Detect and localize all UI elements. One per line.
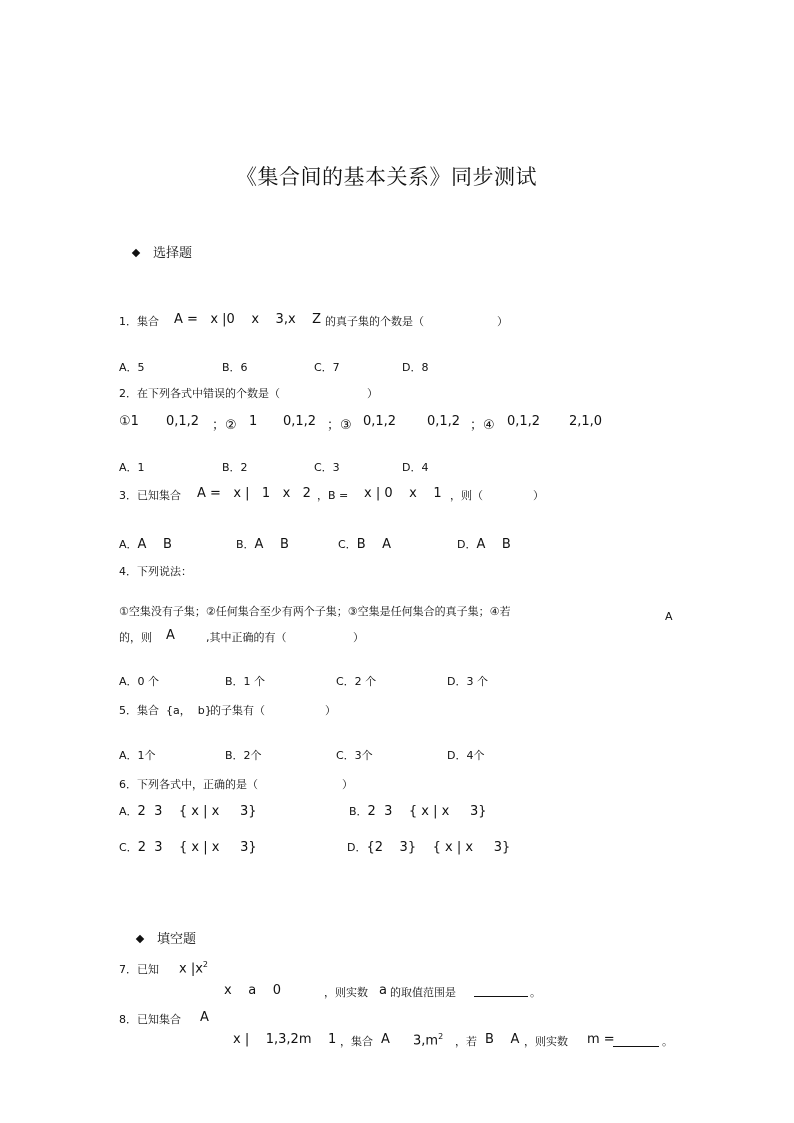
q3-option-c-letter: C． bbox=[338, 538, 357, 551]
section-choice-heading bbox=[133, 242, 192, 261]
q3-option-c-expr: B A bbox=[356, 537, 392, 552]
q1-option-b: B．6 bbox=[222, 361, 248, 374]
q5-option-d: D．4个 bbox=[447, 749, 485, 762]
q8-tail: ，若 bbox=[455, 1035, 477, 1048]
q8-answer-blank[interactable] bbox=[613, 1032, 659, 1047]
q5-set: {a， b} bbox=[166, 704, 212, 717]
q2-item-10: 0,1,2 bbox=[507, 414, 541, 429]
q1-stem: 1．集合 bbox=[119, 315, 159, 328]
q2-option-c: C．3 bbox=[314, 461, 340, 474]
q8-a: A bbox=[200, 1010, 209, 1025]
q4-option-c: C．2 个 bbox=[336, 675, 377, 688]
section-choice-label: 选择题 bbox=[153, 246, 193, 261]
bullet-diamond-icon bbox=[136, 934, 144, 942]
q2-item-5: 0,1,2 bbox=[283, 414, 317, 429]
q6-option-a-letter: A． bbox=[119, 805, 138, 818]
q2-option-a: A．1 bbox=[119, 461, 145, 474]
q1-option-c: C．7 bbox=[314, 361, 340, 374]
q6-option-b-expr: 2 3 { x | x 3} bbox=[367, 804, 487, 819]
q2-item-7: 0,1,2 bbox=[363, 414, 397, 429]
q1-option-a: A．5 bbox=[119, 361, 145, 374]
q7-math1 bbox=[179, 960, 208, 976]
q8-math2b-text: 3,m bbox=[413, 1033, 439, 1049]
q3-option-b-expr: A B bbox=[254, 537, 289, 552]
q5-close: ） bbox=[325, 704, 336, 717]
q4-line2-a: 的，则 bbox=[119, 631, 152, 644]
q3-math-a: A = x | 1 x 2 bbox=[197, 486, 311, 501]
q6-stem: 6．下列各式中，正确的是（ bbox=[119, 778, 258, 791]
q2-item-9: ；④ bbox=[470, 418, 495, 433]
q8-math1: x | 1,3,2m 1 bbox=[233, 1032, 337, 1047]
q7-end: 。 bbox=[530, 986, 541, 999]
q7-tail: ，则实数 bbox=[324, 986, 368, 999]
q3-tail: ，则（ bbox=[450, 489, 483, 502]
q7-sup: 2 bbox=[202, 960, 208, 969]
q5-option-c: C．3个 bbox=[336, 749, 373, 762]
q7-math2: x a 0 bbox=[224, 983, 281, 998]
q3-option-b bbox=[236, 533, 289, 552]
q8-stem: 8．已知集合 bbox=[119, 1013, 181, 1026]
q2-item-2: 0,1,2 bbox=[166, 414, 200, 429]
q4-line2-c: ,其中正确的有（ bbox=[206, 631, 287, 644]
q7-var: a bbox=[379, 983, 387, 998]
q3-option-d-expr: A B bbox=[476, 537, 511, 552]
q6-option-b-letter: B． bbox=[349, 805, 368, 818]
page-title: 《集合间的基本关系》同步测试 bbox=[236, 165, 537, 189]
q6-close: ） bbox=[342, 778, 353, 791]
q4-close: ） bbox=[353, 631, 364, 644]
q3-math-b: x | 0 x 1 bbox=[364, 486, 442, 501]
q2-item-4: 1 bbox=[249, 414, 258, 429]
q6-option-c-expr: 2 3 { x | x 3} bbox=[137, 840, 257, 855]
q6-option-a bbox=[119, 800, 257, 819]
q6-option-d bbox=[347, 836, 510, 855]
q7-answer-blank[interactable] bbox=[474, 983, 528, 997]
q2-item-3: ；② bbox=[212, 418, 237, 433]
q8-math2b bbox=[413, 1032, 443, 1048]
q4-line1: ①空集没有子集；②任何集合至少有两个子集；③空集是任何集合的真子集；④若 bbox=[119, 605, 511, 618]
q1-option-d: D．8 bbox=[402, 361, 429, 374]
q3-option-d bbox=[457, 533, 511, 552]
q6-option-b bbox=[349, 800, 487, 819]
q8-end: 。 bbox=[662, 1035, 673, 1048]
q6-option-c-letter: C． bbox=[119, 841, 138, 854]
q4-option-a: A．0 个 bbox=[119, 675, 160, 688]
q3-close: ） bbox=[533, 489, 544, 502]
q1-close: ） bbox=[497, 315, 508, 328]
q4-option-b: B．1 个 bbox=[225, 675, 266, 688]
q4-option-d: D．3 个 bbox=[447, 675, 488, 688]
q7-tail2: 的取值范围是 bbox=[390, 986, 456, 999]
q5-option-b: B．2个 bbox=[225, 749, 262, 762]
q6-option-d-letter: D． bbox=[347, 841, 367, 854]
q6-option-d-expr: {2 3} { x | x 3} bbox=[366, 840, 511, 855]
q8-math2a: A bbox=[381, 1032, 390, 1047]
q5-option-a: A．1个 bbox=[119, 749, 156, 762]
q3-option-a-letter: A． bbox=[119, 538, 138, 551]
q5-tail: 的子集有（ bbox=[210, 704, 265, 717]
q6-option-a-expr: 2 3 { x | x 3} bbox=[137, 804, 257, 819]
q2-item-1: ①1 bbox=[119, 414, 139, 429]
q3-comma: ，B = bbox=[317, 489, 349, 502]
q8-sup: 2 bbox=[438, 1032, 444, 1041]
section-fill-heading bbox=[137, 928, 196, 947]
q8-rel: B A bbox=[485, 1032, 520, 1047]
q2-stem: 2．在下列各式中错误的个数是（ bbox=[119, 387, 280, 400]
section-fill-label: 填空题 bbox=[157, 932, 197, 947]
q3-option-d-letter: D． bbox=[457, 538, 477, 551]
q4-side-a: A bbox=[665, 610, 673, 623]
q6-option-c bbox=[119, 836, 257, 855]
q3-stem: 3．已知集合 bbox=[119, 489, 181, 502]
q2-item-11: 2,1,0 bbox=[569, 414, 603, 429]
q1-math: A = x |0 x 3,x Z bbox=[174, 312, 322, 327]
q3-option-c bbox=[338, 533, 391, 552]
q4-stem: 4．下列说法： bbox=[119, 565, 192, 578]
q7-math1-text: x |x bbox=[179, 961, 203, 977]
q1-tail: 的真子集的个数是（ bbox=[325, 315, 424, 328]
q3-option-b-letter: B． bbox=[236, 538, 255, 551]
q8-mid: ，集合 bbox=[340, 1035, 373, 1048]
q8-var: m = bbox=[587, 1032, 615, 1047]
q2-option-d: D．4 bbox=[402, 461, 429, 474]
q2-close: ） bbox=[367, 387, 378, 400]
q2-option-b: B．2 bbox=[222, 461, 248, 474]
q4-line2-b: A bbox=[166, 628, 175, 643]
q2-item-8: 0,1,2 bbox=[427, 414, 461, 429]
q3-option-a-expr: A B bbox=[137, 537, 172, 552]
q2-item-6: ；③ bbox=[327, 418, 352, 433]
q8-tail2: ，则实数 bbox=[524, 1035, 568, 1048]
q5-stem: 5．集合 bbox=[119, 704, 159, 717]
bullet-diamond-icon bbox=[132, 248, 140, 256]
q3-option-a bbox=[119, 533, 172, 552]
q7-stem: 7．已知 bbox=[119, 963, 159, 976]
